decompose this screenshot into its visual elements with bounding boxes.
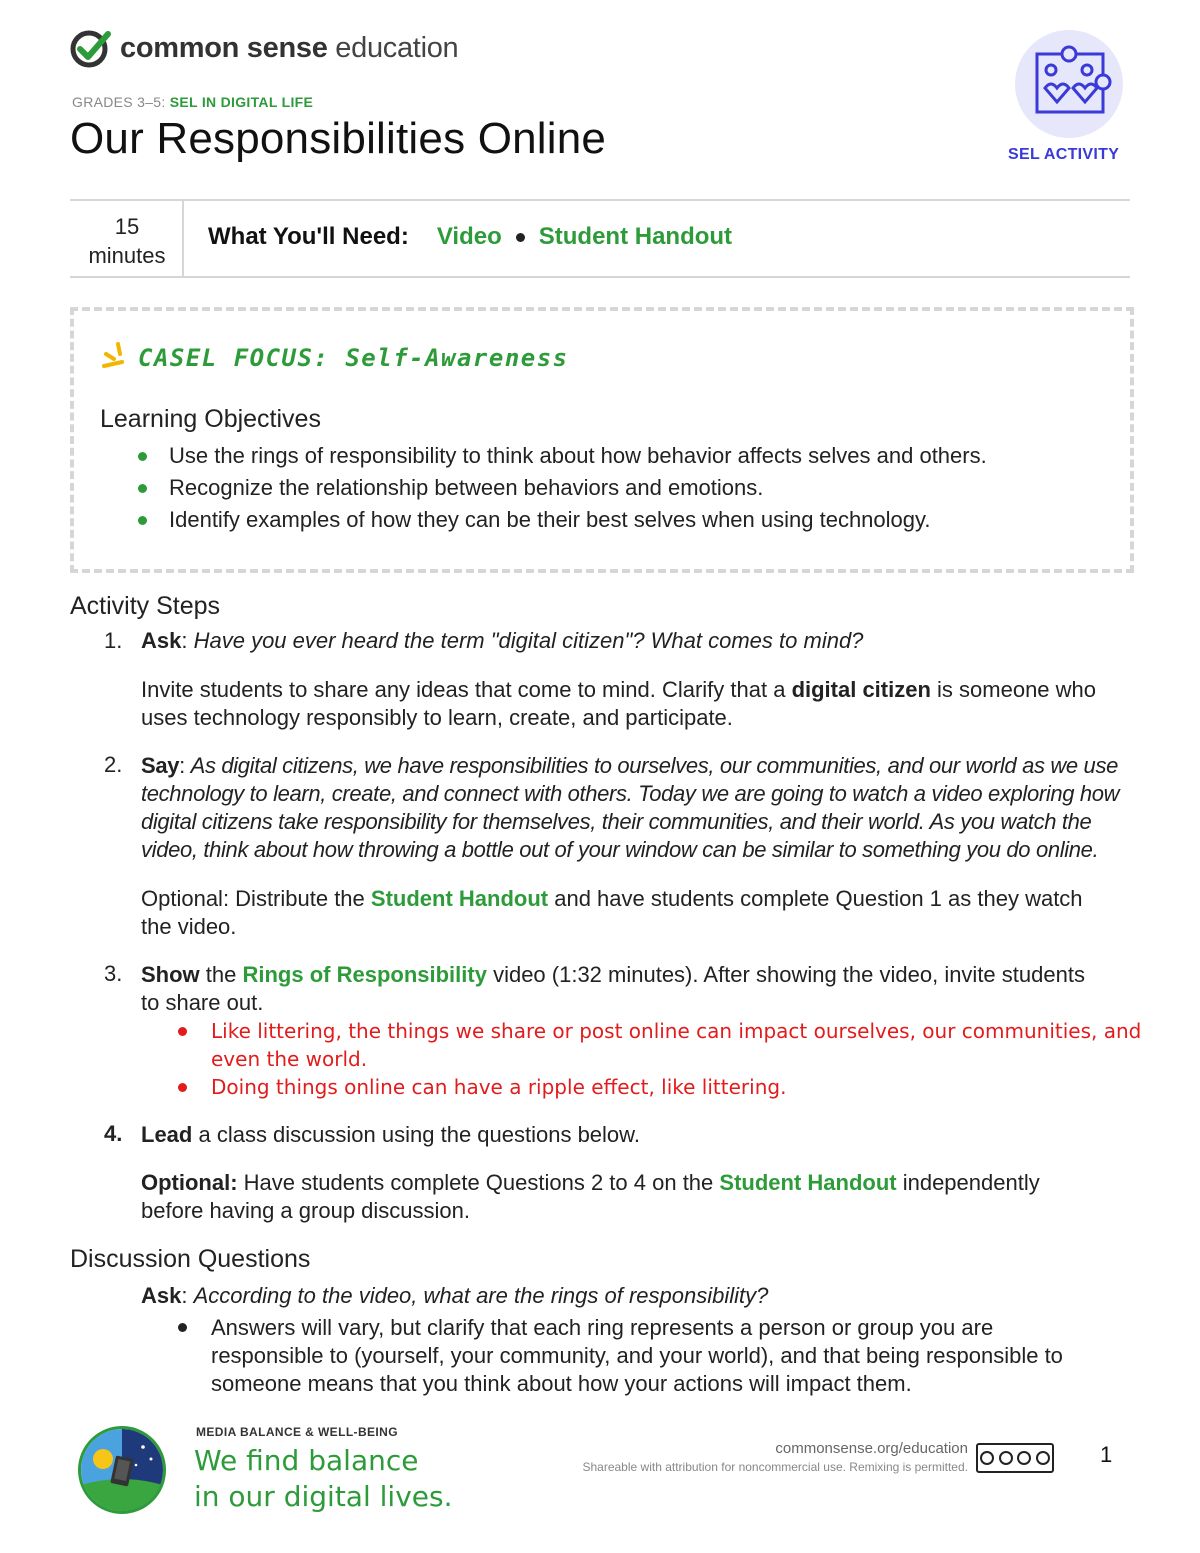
- video-link[interactable]: Video: [436, 223, 502, 250]
- materials-list: [208, 223, 732, 251]
- divider-bottom: [70, 276, 1130, 278]
- step-number: 4.: [104, 1121, 123, 1146]
- footer-slogan: in our digital lives.: [194, 1480, 453, 1513]
- step-2-script: Say: As digital citizens, we have responsibilities to ourselves, our communities, and our world as we use: [141, 753, 1118, 778]
- bullet-separator: [516, 233, 525, 242]
- sel-badge: [1015, 30, 1123, 138]
- footer-url[interactable]: commonsense.org/education: [775, 1440, 968, 1457]
- student-handout-link[interactable]: Student Handout: [719, 1170, 897, 1195]
- discussion-answer: Answers will vary, but clarify that each ring represents a person or group you are: [211, 1315, 994, 1340]
- discussion-question: Ask: According to the video, what are the rings of responsibility?: [141, 1283, 769, 1308]
- objective-item: Identify examples of how they can be their best selves when using technology.: [138, 507, 930, 533]
- activity-steps-heading: Activity Steps: [70, 592, 221, 620]
- license-text: Shareable with attribution for noncommercial use. Remixing is permitted.: [582, 1460, 968, 1474]
- step-1-text: Invite students to share any ideas that come to mind. Clarify that a digital citizen is someone who: [141, 677, 1097, 702]
- creative-commons-icon: [976, 1443, 1054, 1473]
- balance-emblem: [78, 1426, 166, 1514]
- sample-answer: Doing things online can have a ripple effect, like littering.: [211, 1075, 787, 1099]
- step-2-optional: the video.: [141, 914, 237, 939]
- step-number: 1.: [104, 628, 123, 653]
- discussion-answer: responsible to (yourself, your community, and your world), and that being responsible to: [211, 1343, 1063, 1368]
- step-1-text: uses technology responsibly to learn, create, and participate.: [141, 705, 733, 730]
- discussion-heading: Discussion Questions: [70, 1245, 311, 1273]
- step-2-script: digital citizens take responsibility for themselves, their communities, and their world. As you watch the: [141, 809, 1092, 834]
- step-2-script: video, think about how throwing a bottle out of your window can be similar to something you do online.: [141, 837, 1099, 862]
- objective-item: Use the rings of responsibility to think about how behavior affects selves and others.: [138, 443, 987, 469]
- grade-topic: SEL IN DIGITAL LIFE: [169, 94, 314, 110]
- step-4-optional: Optional: Have students complete Questions 2 to 4 on the Student Handout independently: [141, 1170, 1040, 1195]
- page-number: 1: [1100, 1442, 1113, 1467]
- step-2-optional: Optional: Distribute the Student Handout and have students complete Question 1 as they watch: [141, 886, 1083, 911]
- student-handout-link[interactable]: Student Handout: [538, 223, 733, 250]
- step-3-text: Show the Rings of Responsibility video (1:32 minutes). After showing the video, invite students: [141, 962, 1085, 987]
- divider-top: [70, 199, 1130, 201]
- checkmark-logo-icon: [70, 28, 112, 68]
- objectives-heading: Learning Objectives: [100, 405, 321, 433]
- step-2-script: technology to learn, create, and connect with others. Today we are going to watch a video exploring how: [141, 781, 1120, 806]
- step-3-text: to share out.: [141, 990, 264, 1015]
- sample-answer: even the world.: [211, 1047, 368, 1071]
- answer-bullet: [178, 1323, 187, 1332]
- grade-range: GRADES 3–5: SEL IN DIGITAL LIFE: [72, 94, 314, 110]
- objective-item: Recognize the relationship between behaviors and emotions.: [138, 475, 763, 501]
- logo-bold-text: common sense: [120, 31, 328, 64]
- step-4-text: Lead a class discussion using the questions below.: [141, 1122, 640, 1147]
- step-1-question: Ask: Have you ever heard the term "digital citizen"? What comes to mind?: [141, 628, 864, 653]
- brand-logo: [70, 28, 458, 68]
- step-number: 2.: [104, 752, 123, 777]
- answer-bullet: [178, 1083, 187, 1092]
- step-4-optional: before having a group discussion.: [141, 1198, 470, 1223]
- casel-focus-text: CASEL FOCUS: Self-Awareness: [138, 344, 569, 372]
- balance-scene-icon: [81, 1429, 163, 1511]
- logo-light-text: education: [335, 31, 459, 64]
- puzzle-hearts-icon: [1015, 30, 1123, 138]
- vertical-divider: [182, 201, 184, 277]
- answer-bullet: [178, 1027, 187, 1036]
- sample-answer: Like littering, the things we share or post online can impact ourselves, our communities, and: [211, 1019, 1142, 1043]
- step-number: 3.: [104, 961, 123, 986]
- duration: 15 minutes: [88, 214, 166, 268]
- footer-slogan: We find balance: [194, 1444, 419, 1477]
- casel-focus: [100, 340, 569, 376]
- discussion-answer: someone means that you think about how your actions will impact them.: [211, 1371, 912, 1396]
- page-title: Our Responsibilities Online: [70, 114, 607, 163]
- rings-video-link[interactable]: Rings of Responsibility: [242, 962, 487, 987]
- sel-activity-label: SEL ACTIVITY: [1008, 146, 1120, 163]
- spark-icon: [100, 340, 128, 376]
- materials-label: What You'll Need:: [208, 223, 409, 250]
- student-handout-link[interactable]: Student Handout: [370, 886, 549, 911]
- footer-category: MEDIA BALANCE & WELL-BEING: [196, 1425, 398, 1439]
